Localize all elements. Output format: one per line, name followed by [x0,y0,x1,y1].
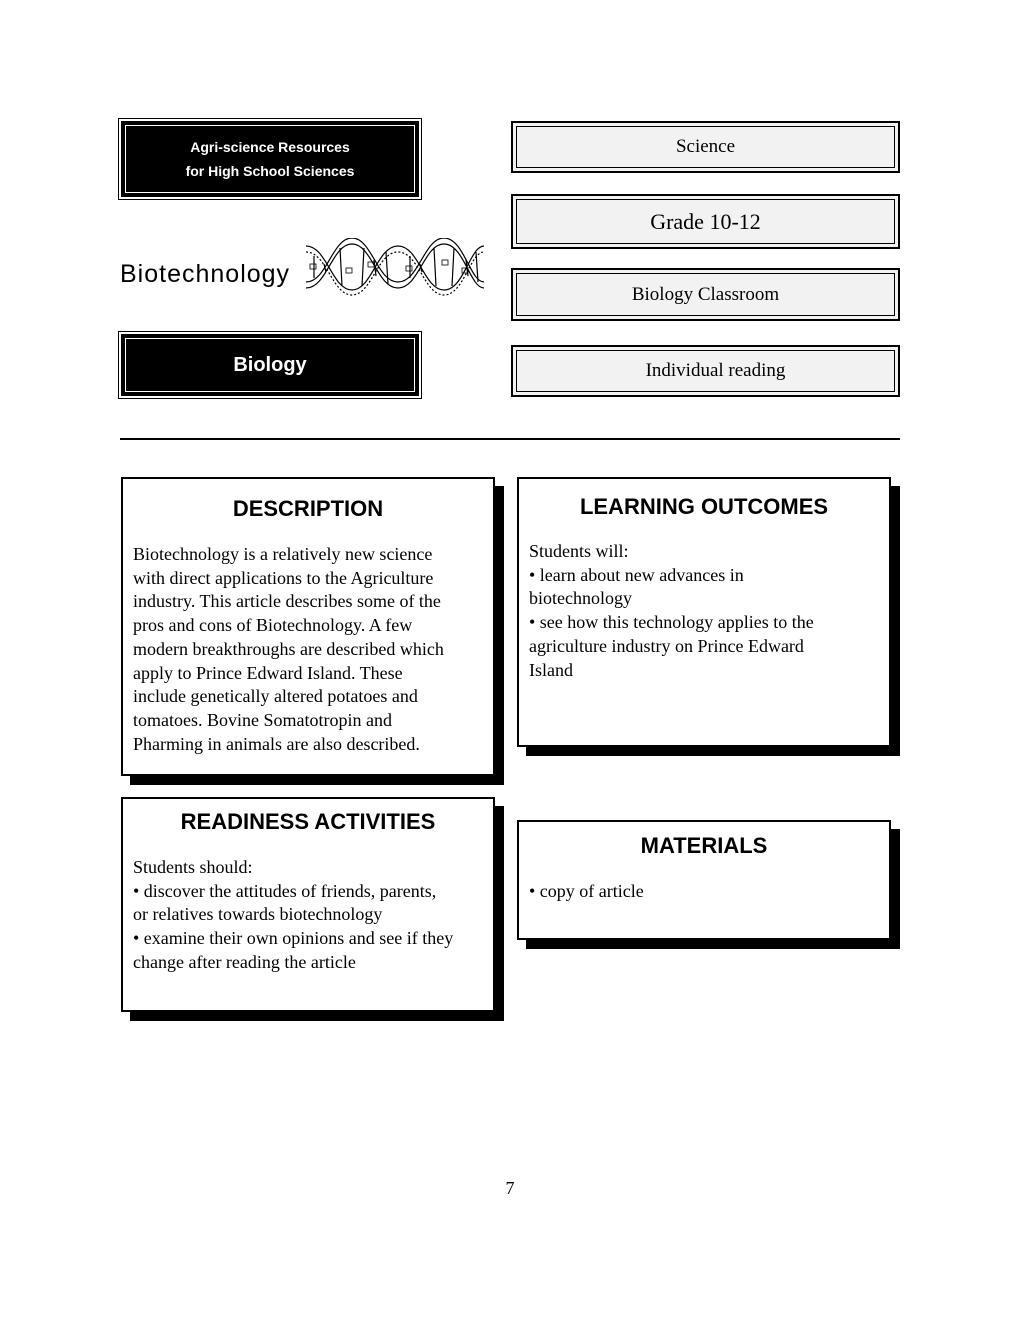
outcome-line: • see how this technology applies to the [529,612,814,633]
readiness-line: Students should: [133,857,253,877]
tag-grade-label: Grade 10-12 [650,208,761,234]
description-body [133,543,483,756]
materials-title: MATERIALS [640,833,768,858]
description-line: include genetically altered potatoes and [133,686,418,707]
dna-helix-icon [302,238,488,296]
tag-grade [511,194,900,249]
description-line: Pharming in animals are also described. [133,733,420,754]
readiness-title: READINESS ACTIVITIES [180,809,436,834]
materials-line: • copy of article [529,881,644,901]
tag-format-label: Individual reading [645,360,786,381]
learning-outcomes-title: LEARNING OUTCOMES [579,494,829,519]
outcome-line: agriculture industry on Prince Edward [529,635,804,656]
description-title: DESCRIPTION [232,496,384,521]
section-divider [120,438,900,440]
topic-title: Biotechnology [120,260,291,288]
outcome-line: Island [529,659,573,680]
description-line: tomatoes. Bovine Somatotropin and [133,709,392,730]
tag-format [511,345,900,397]
outcome-line: Students will: [529,541,629,561]
resources-banner [121,121,419,197]
readiness-line: or relatives towards biotechnology [133,904,383,925]
subject-banner [121,334,419,396]
readiness-line: change after reading the article [133,951,356,972]
readiness-card [121,797,495,1012]
learning-outcomes-card [517,477,891,747]
description-line: industry. This article describes some of the [133,591,441,612]
subject-label: Biology [233,353,307,376]
resources-line-2: for High School Sciences [185,163,355,179]
resources-line-1: Agri-science Resources [190,139,350,155]
outcome-line: • learn about new advances in [529,564,744,585]
readiness-body [133,856,483,975]
tag-discipline-label: Science [675,136,736,157]
outcome-line: biotechnology [529,588,632,609]
description-line: apply to Prince Edward Island. These [133,662,403,683]
description-line: pros and cons of Biotechnology. A few [133,615,413,636]
description-card [121,477,495,776]
tag-setting [511,268,900,321]
tag-discipline [511,121,900,173]
learning-outcomes-body [529,540,879,682]
description-line: with direct applications to the Agriculture [133,567,434,588]
materials-card [517,820,891,940]
description-line: modern breakthroughs are described which [133,638,444,659]
materials-body [529,880,879,904]
readiness-line: • examine their own opinions and see if they [133,928,454,949]
tag-setting-label: Biology Classroom [631,283,780,305]
description-line: Biotechnology is a relatively new science [133,544,433,564]
readiness-line: • discover the attitudes of friends, parents, [133,880,437,901]
page-number: 7 [505,1178,515,1198]
